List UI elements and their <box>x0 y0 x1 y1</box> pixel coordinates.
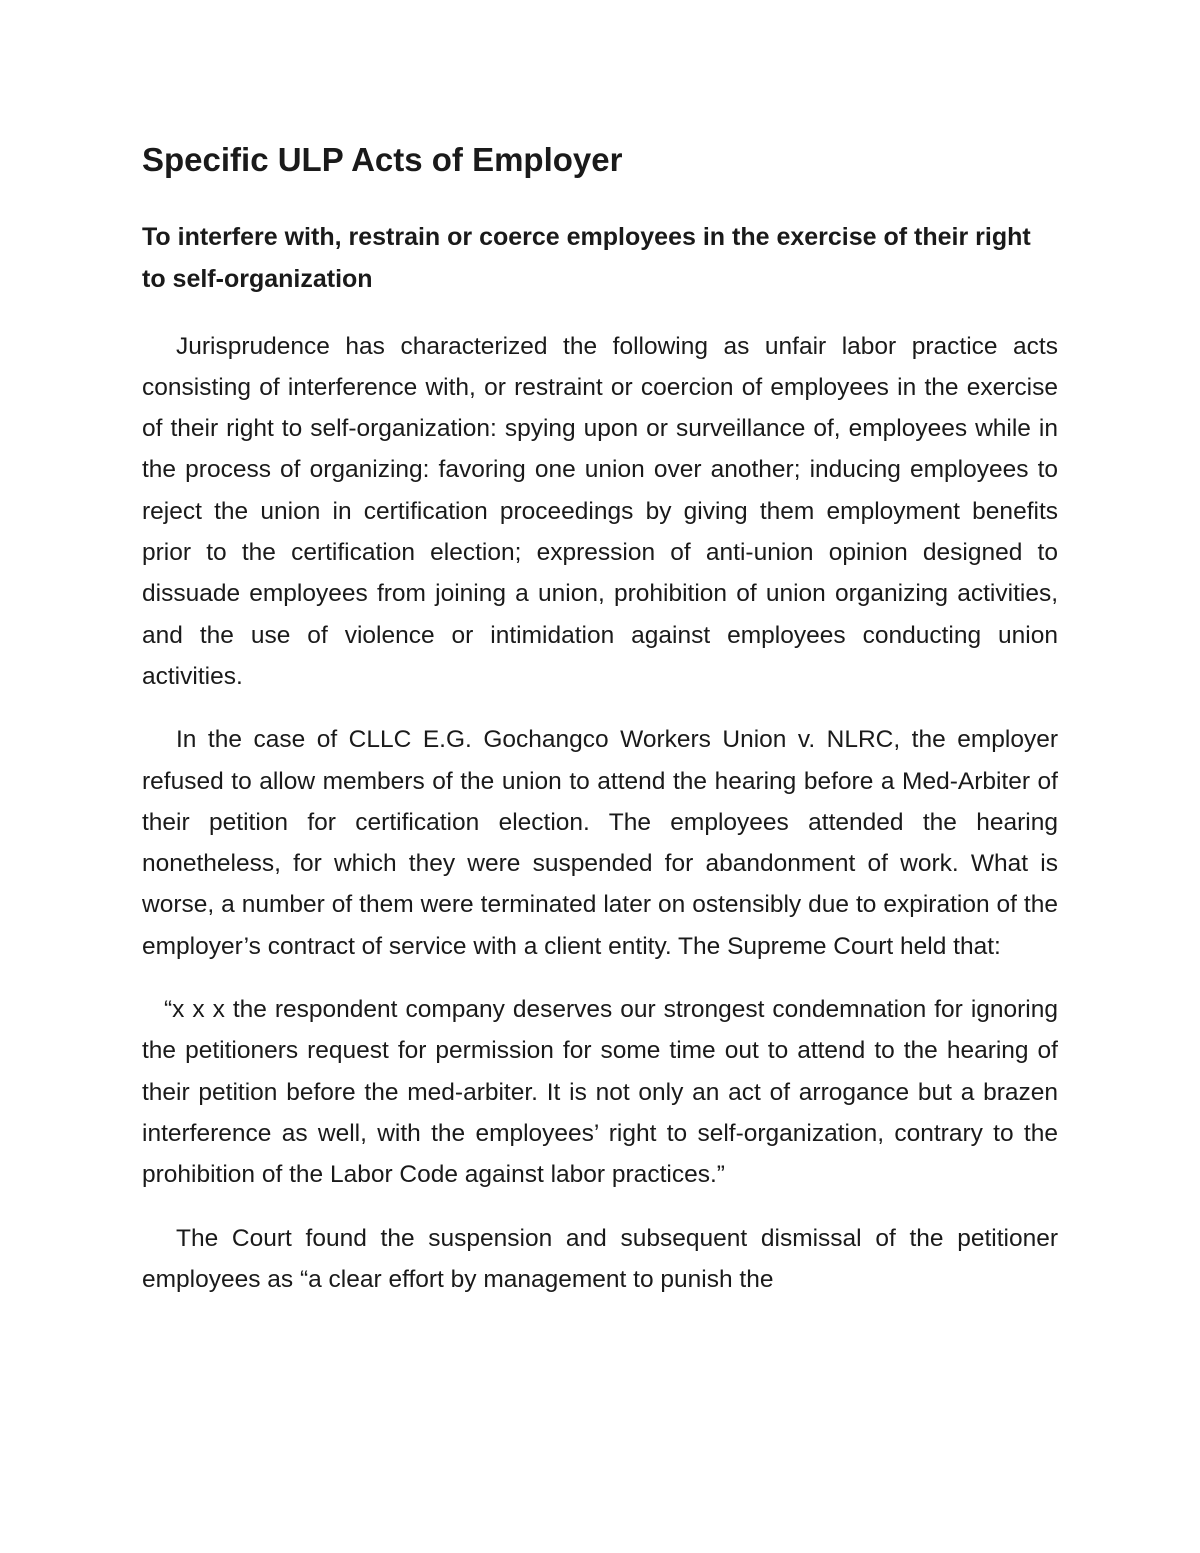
paragraph-jurisprudence: Jurisprudence has characterized the following as unfair labor practice acts consisting of interference with, or restraint or coercion of employees in the exercise of their right to self-organization: spying upon or surveillance of, employees while in the process of organizing: favoring one union over another; inducing employees to reject the union in certification proceedings by giving them employment benefits prior to the certification election; expression of anti-union opinion designed to dissuade employees from joining a union, prohibition of union organizing activities, and the use of violence or intimidation against employees conducting union activities. <box>142 332 1058 690</box>
page-title: Specific ULP Acts of Employer <box>142 141 623 178</box>
paragraph-case-gochangco: In the case of CLLC E.G. Gochangco Workers Union v. NLRC, the employer refused to allow members of the union to attend the hearing before a Med-Arbiter of their petition for certification election. The employees attended the hearing nonetheless, for which they were suspended for abandonment of work. What is worse, a number of them were terminated later on ostensibly due to expiration of the employer’s contract of service with a client entity. The Supreme Court held that: <box>142 726 1058 960</box>
paragraph-court-quote: “x x x the respondent company deserves our strongest condemnation for ignoring the petitioners request for permission for some time out to attend to the hearing of their petition before the med-arbiter. It is not only an act of arrogance but a brazen interference as well, with the employees’ right to self-organization, contrary to the prohibition of the Labor Code against labor practices.” <box>142 996 1058 1189</box>
section-subheading: To interfere with, restrain or coerce employees in the exercise of their right to self-organization <box>142 222 1031 293</box>
document-body <box>142 140 1058 1322</box>
paragraph-court-finding: The Court found the suspension and subsequent dismissal of the petitioner employees as “a clear effort by management to punish the <box>142 1224 1058 1293</box>
